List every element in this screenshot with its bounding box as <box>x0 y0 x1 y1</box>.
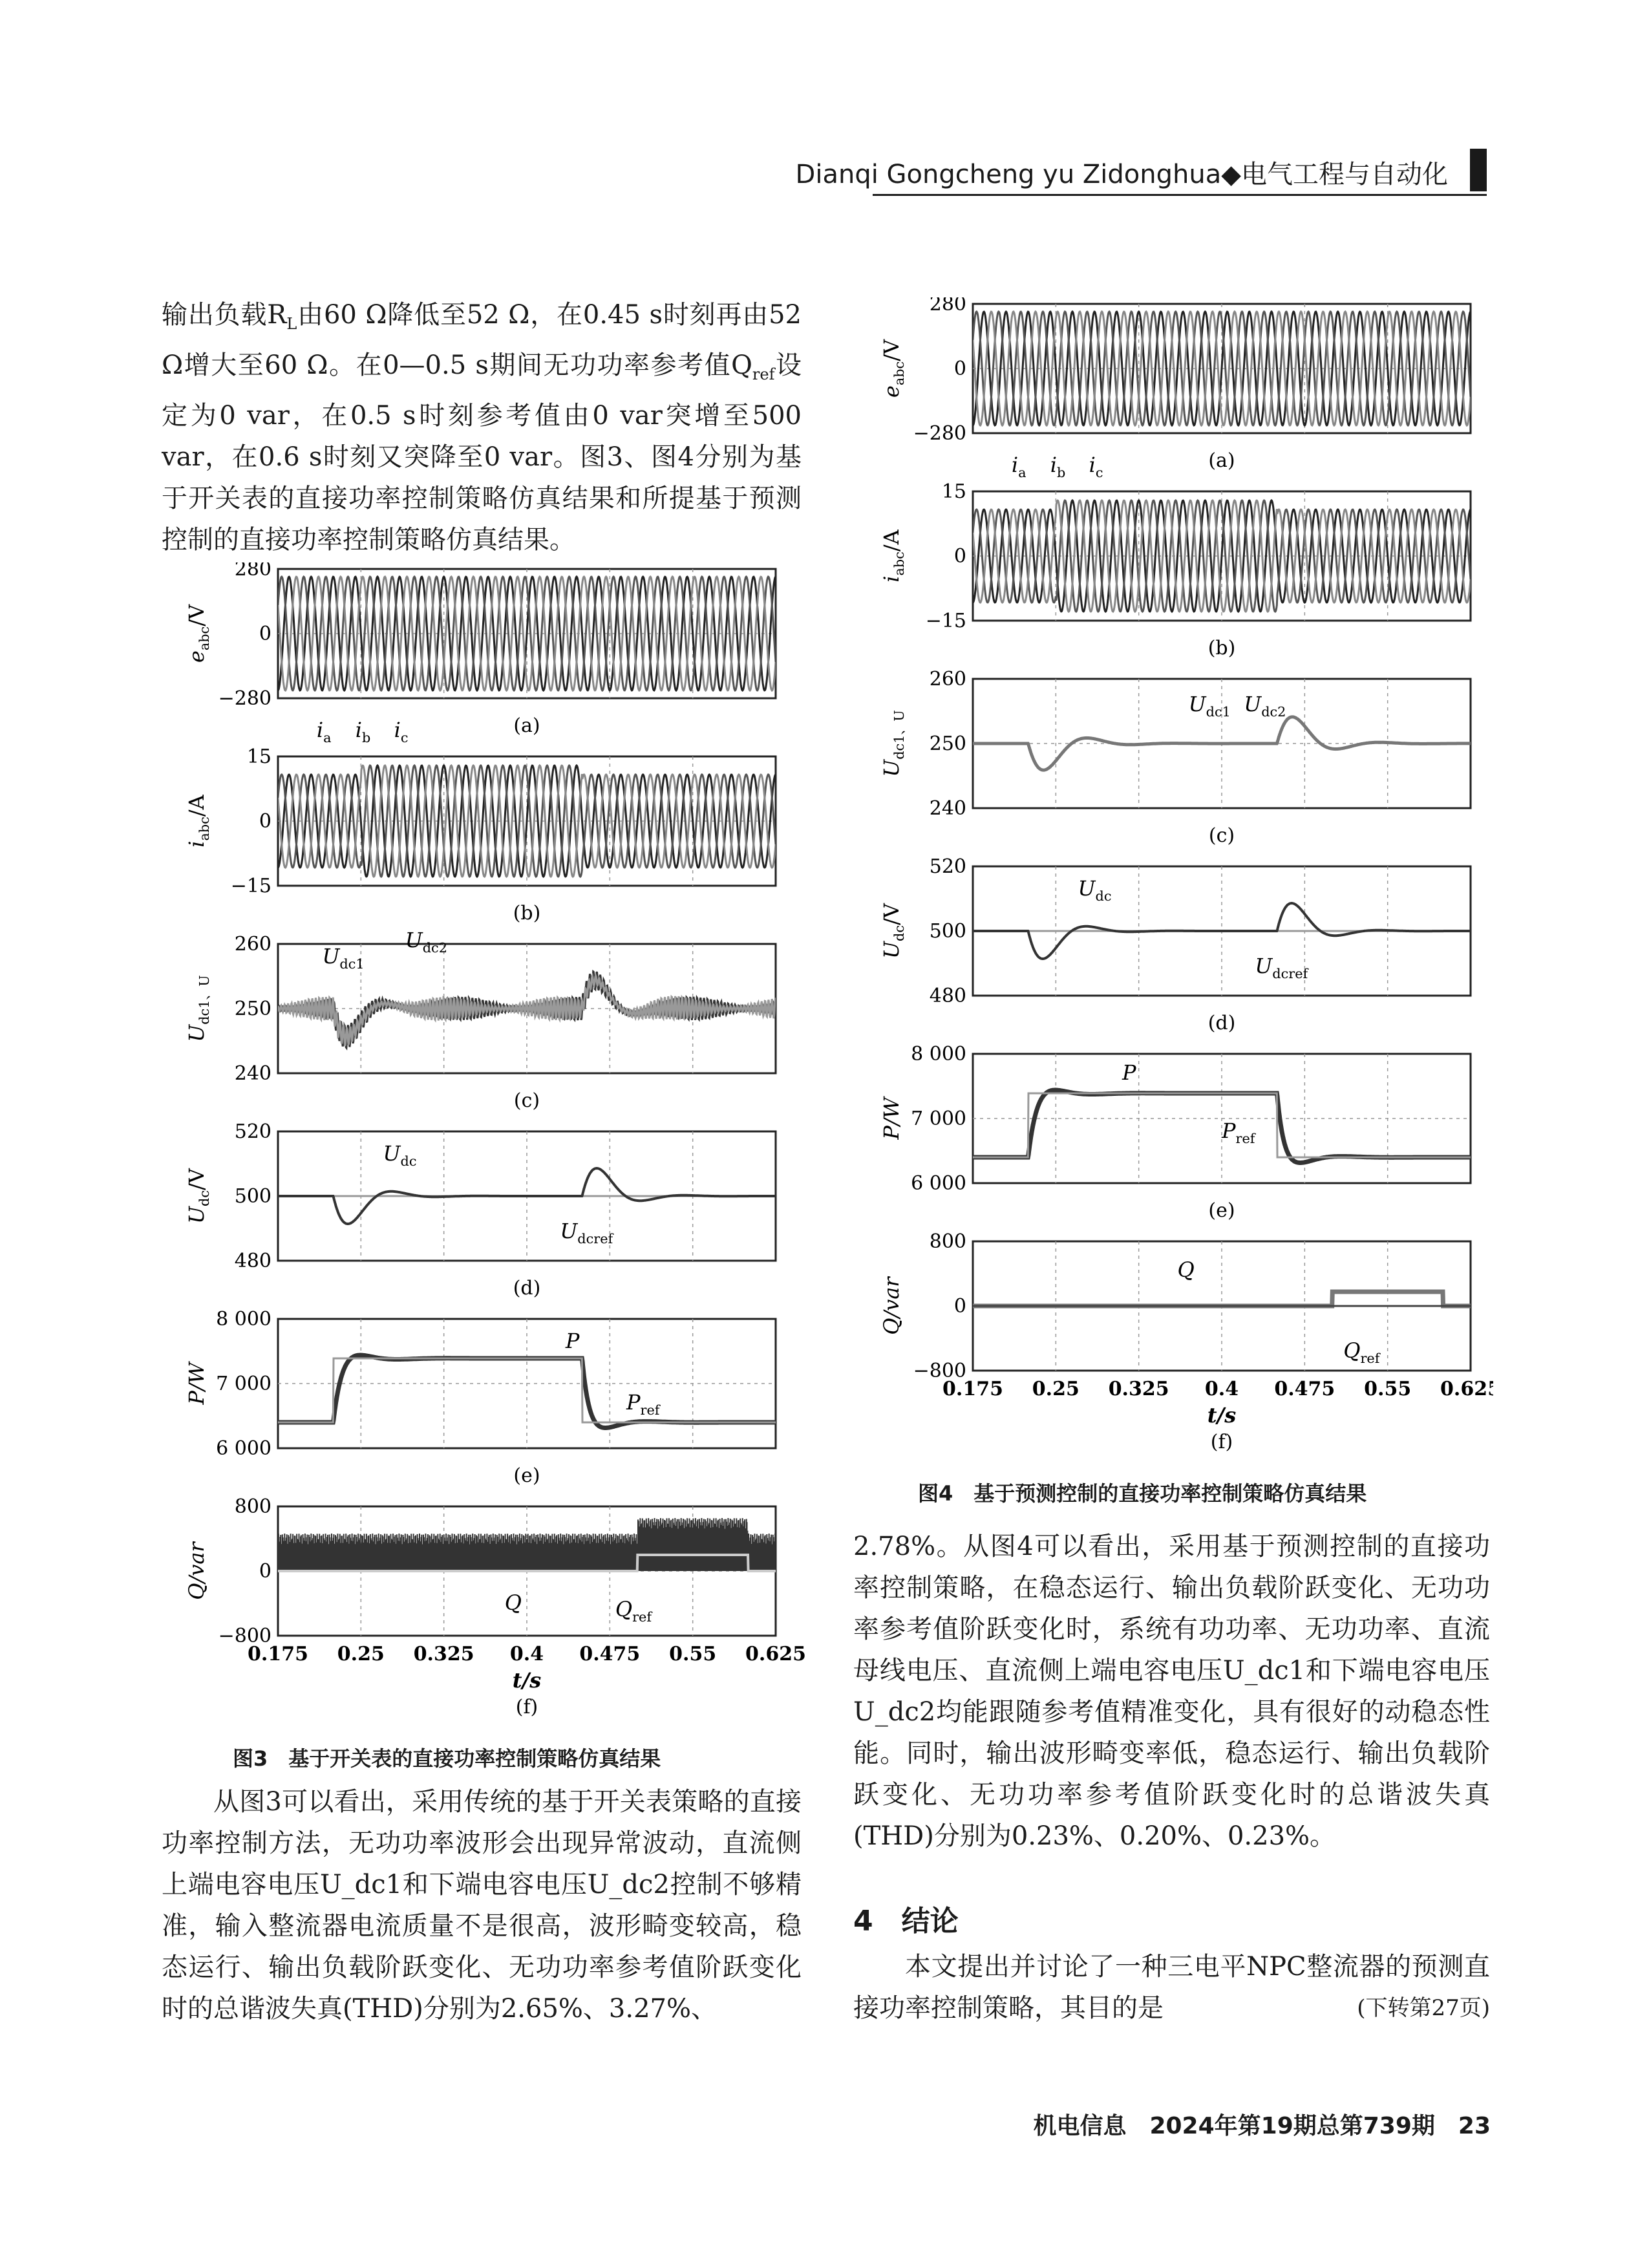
xlabel: t/s <box>512 1668 542 1693</box>
xtick-label: 0.4 <box>509 1643 544 1665</box>
ytick-label: 800 <box>929 1230 966 1253</box>
ytick-label: 520 <box>234 1120 271 1143</box>
header-bar <box>1470 149 1487 191</box>
ylabel: $U_{dc1、U}$ <box>879 710 907 777</box>
right-paragraph: 2.78%。从图4可以看出，采用基于预测控制的直接功率控制策略，在稳态运行、输出负载阶跃变化、无功功率参考值阶跃变化时，系统有功功率、无功功率、直流母线电压、直流侧上端电容电压U_dc1和下端电容电压U_dc2均能跟随参考值精准变化，具有很好的动稳态性能。同时，输出波形畸变率低，稳态运行、输出负载阶跃变化、无功功率参考值阶跃变化时的总谐波失真(THD)分别为0.23%、0.20%、0.23%。 <box>853 1532 1490 1851</box>
panel-d <box>184 1120 776 1300</box>
ylabel: $U_{dc1、U}$ <box>184 975 212 1042</box>
curve-label: $U_{dc}$ <box>383 1141 417 1169</box>
ytick-label: 0 <box>953 545 966 568</box>
panel-c <box>879 668 1471 847</box>
running-header <box>795 149 1487 194</box>
curve-label: Q <box>1177 1257 1195 1282</box>
panel-c <box>184 928 776 1112</box>
curve-label: P <box>565 1329 580 1353</box>
ytick-label: 480 <box>234 1250 271 1272</box>
ytick-label: −15 <box>925 610 966 632</box>
ytick-label: 6 000 <box>911 1172 966 1195</box>
figure-4 <box>860 297 1493 1477</box>
ytick-label: 0 <box>259 623 271 645</box>
ytick-label: 15 <box>941 480 966 503</box>
ytick-label: 250 <box>929 733 966 755</box>
curve-label: P <box>1122 1060 1136 1085</box>
continued-note: (下转第27页) <box>1357 1995 1490 2021</box>
curve-label: $U_{dc}$ <box>1078 876 1112 904</box>
curve-label: $U_{dcref}$ <box>560 1219 613 1246</box>
ytick-label: 240 <box>234 1062 271 1085</box>
ytick-label: 280 <box>929 297 966 316</box>
ytick-label: 240 <box>929 797 966 820</box>
ytick-label: 15 <box>246 745 271 768</box>
curve-label: $U_{dcref}$ <box>1255 954 1308 981</box>
panel-e <box>184 1308 776 1487</box>
curve-label: $i_c$ <box>1089 453 1103 480</box>
page-footer: 机电信息 2024年第19期总第739期 23 <box>1033 2113 1491 2139</box>
ylabel: $e_{abc}/V$ <box>184 604 212 663</box>
curve-label: $i_a$ <box>316 718 332 745</box>
curve-label: Q <box>504 1590 522 1615</box>
ytick-label: −15 <box>230 875 271 897</box>
curve-label: $U_{dc2}$ <box>1244 692 1286 720</box>
panel-label: (a) <box>1208 449 1235 472</box>
section-title: 4 结论 <box>853 1905 959 1938</box>
curve-label: $P_{ref}$ <box>1222 1118 1255 1146</box>
xtick-label: 0.325 <box>413 1643 474 1665</box>
xtick-label: 0.62 <box>1440 1378 1488 1400</box>
panel-label: (d) <box>513 1277 541 1300</box>
xtick-label: 0.175 <box>248 1643 308 1665</box>
ytick-label: −800 <box>913 1360 966 1382</box>
ytick-label: 520 <box>929 855 966 878</box>
panel-b <box>184 718 776 925</box>
header-rule <box>873 194 1487 196</box>
panel-f <box>879 1230 1493 1453</box>
panel-label: (b) <box>513 902 541 925</box>
panel-a <box>879 297 1471 472</box>
ytick-label: 260 <box>234 933 271 956</box>
curve-label: $i_a$ <box>1011 453 1027 480</box>
xlabel: t/s <box>1207 1403 1237 1428</box>
ytick-label: 500 <box>234 1185 271 1208</box>
ylabel: $i_{abc}/A$ <box>184 795 212 848</box>
panel-d <box>879 855 1471 1034</box>
figure-3-caption: 图3 基于开关表的直接功率控制策略仿真结果 <box>233 1746 661 1771</box>
ylabel: $U_{dc}/V$ <box>879 903 907 959</box>
ytick-label: −280 <box>913 422 966 445</box>
curve-label: $U_{dc2}$ <box>405 928 447 956</box>
ylabel: $i_{abc}/A$ <box>879 530 907 583</box>
ytick-label: 6 000 <box>216 1437 271 1460</box>
ylabel: Q/var <box>184 1542 209 1600</box>
xtick-label: 0.4 <box>1204 1378 1239 1400</box>
curve-label: $U_{dc1}$ <box>322 944 365 972</box>
xtick-label: 0.325 <box>1108 1378 1169 1400</box>
xtick-label: 0.55 <box>669 1643 717 1665</box>
ytick-label: 0 <box>259 810 271 833</box>
curve-label: $i_b$ <box>355 718 371 745</box>
curve-label: $P_{ref}$ <box>626 1390 660 1418</box>
panel-b <box>879 453 1471 659</box>
ytick-label: −800 <box>218 1625 271 1647</box>
figure-4-plots <box>860 297 1493 1474</box>
figure-3-plots <box>165 562 805 1739</box>
ylabel: $U_{dc}/V$ <box>184 1168 212 1224</box>
ytick-label: −280 <box>218 687 271 710</box>
panel-label: (d) <box>1207 1012 1236 1034</box>
xtick-label: 0.25 <box>337 1643 385 1665</box>
panel-label: (e) <box>513 1464 540 1487</box>
panel-label: (c) <box>1208 824 1235 847</box>
panel-f <box>184 1495 805 1718</box>
ylabel: Q/var <box>879 1277 904 1335</box>
left-bottom-paragraph: 从图3可以看出，采用传统的基于开关表策略的直接功率控制方法，无功功率波形会出现异常波动，直流侧上端电容电压U_dc1和下端电容电压U_dc2控制不够精准，输入整流器电流质量不是很高，波形畸变较高，稳态运行、输出负载阶跃变化、无功功率参考值阶跃变化时的总谐波失真(THD)分别为2.65%、3.27%、 <box>162 1787 802 2024</box>
curve-label: $i_b$ <box>1050 453 1066 480</box>
xtick-label: 0.625 <box>745 1643 805 1665</box>
panel-label: (f) <box>1210 1431 1233 1453</box>
panel-a <box>184 562 776 737</box>
ylabel: P/W <box>184 1362 209 1405</box>
xtick-label: 0.55 <box>1364 1378 1412 1400</box>
panel-label: (c) <box>513 1089 540 1112</box>
ytick-label: 260 <box>929 668 966 690</box>
ylabel: $e_{abc}/V$ <box>879 339 907 398</box>
ytick-label: 480 <box>929 985 966 1007</box>
panel-label: (f) <box>515 1696 538 1718</box>
ytick-label: 800 <box>234 1495 271 1518</box>
curve-label: $Q_{ref}$ <box>1343 1338 1380 1366</box>
ylabel: P/W <box>879 1097 904 1140</box>
panel-label: (b) <box>1207 637 1236 659</box>
panel-label: (a) <box>513 714 540 737</box>
xtick-label: 0.175 <box>942 1378 1003 1400</box>
xtick-label: 0.475 <box>1274 1378 1335 1400</box>
ytick-label: 0 <box>259 1560 271 1583</box>
left-top-paragraph: 输出负载$R_L$由60 Ω降低至52 Ω，在0.45 s时刻再由52 Ω增大至60 Ω。在0—0.5 s期间无功功率参考值$Q_{ref}$设定为0 var，在0.5 s时刻参考值由0 var突增至500 var，在0.6 s时刻又突降至0 var。图3、图4分别为基于开关表的直接功率控制策略仿真结果和所提基于预测控制的直接功率控制策略仿真结果。 <box>162 300 802 555</box>
figure-4-caption: 图4 基于预测控制的直接功率控制策略仿真结果 <box>918 1481 1367 1506</box>
ytick-label: 7 000 <box>216 1373 271 1395</box>
curve-label: $U_{dc1}$ <box>1188 692 1231 720</box>
conclusion-paragraph <box>853 1946 1490 2029</box>
ytick-label: 0 <box>953 358 966 380</box>
header-text: Dianqi Gongcheng yu Zidonghua◆电气工程与自动化 <box>795 160 1448 189</box>
ytick-label: 8 000 <box>911 1043 966 1065</box>
panel-e <box>879 1043 1471 1222</box>
conclusion-text: 本文提出并讨论了一种三电平NPC整流器的预测直接功率控制策略，其目的是 <box>853 1952 1490 2023</box>
xtick-label: 0.25 <box>1032 1378 1080 1400</box>
ytick-label: 0 <box>953 1295 966 1318</box>
ytick-label: 500 <box>929 920 966 943</box>
ytick-label: 8 000 <box>216 1308 271 1331</box>
ytick-label: 7 000 <box>911 1107 966 1130</box>
ytick-label: 280 <box>234 562 271 581</box>
figure-3 <box>165 562 805 1742</box>
curve-label: $i_c$ <box>394 718 409 745</box>
xtick-label: 0.475 <box>579 1643 641 1665</box>
curve-label: $Q_{ref}$ <box>615 1597 652 1625</box>
ytick-label: 250 <box>234 998 271 1020</box>
panel-label: (e) <box>1208 1199 1235 1222</box>
